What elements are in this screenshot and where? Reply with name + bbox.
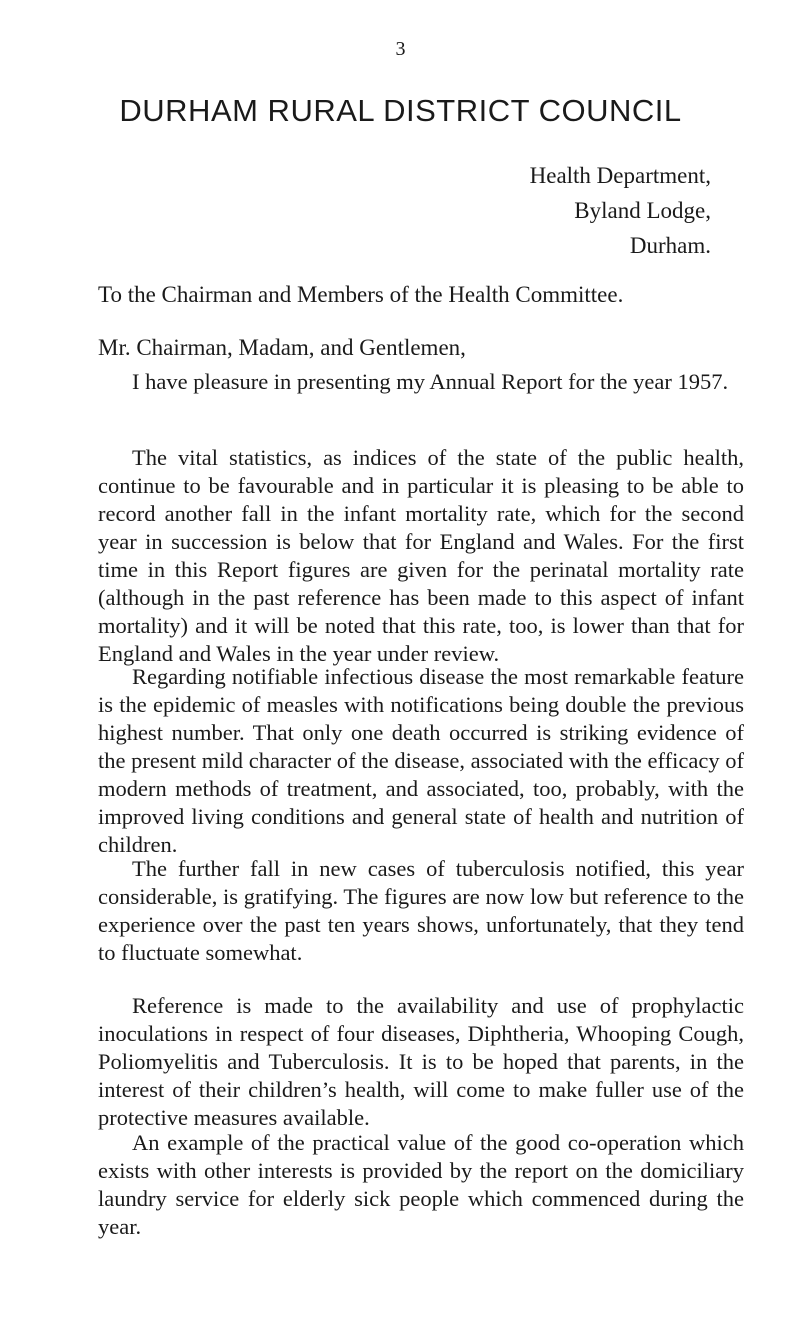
salutation-line: Mr. Chairman, Madam, and Gentlemen, (98, 335, 466, 360)
address-line-building: Byland Lodge, (574, 198, 711, 223)
paragraph-tuberculosis: The further fall in new cases of tuberculosis notified, this year considerable, is gratifying. The figures are now low but reference to the experience over the past ten years shows, unfortunately, that they tend to fluctuate somewhat. (98, 856, 744, 965)
paragraph-infectious-disease: Regarding notifiable infectious disease the most remarkable feature is the epidemic of measles with notifications being double the previous highest number. That only one death occurred is striking evidence of the present mild character of the disease, associated with the efficacy of modern methods of treatment, and associated, too, probably, with the improved living conditions and general state of health and nutrition of children. (98, 664, 744, 857)
paragraph-introduction: I have pleasure in presenting my Annual Report for the year 1957. (132, 369, 729, 394)
return-address (530, 158, 711, 263)
addressee-line: To the Chairman and Members of the Health Committee. (98, 282, 624, 307)
address-line-department: Health Department, (529, 163, 711, 188)
paragraph-laundry-service: An example of the practical value of the good co-operation which exists with other interests is provided by the report on the domiciliary laundry service for elderly sick people which commenced during the year. (98, 1130, 744, 1239)
council-title: DURHAM RURAL DISTRICT COUNCIL (119, 93, 682, 128)
paragraph-vital-statistics: The vital statistics, as indices of the state of the public health, continue to be favourable and in particular it is pleasing to be able to record another fall in the infant mortality rate, which for the second year in succession is below that for England and Wales. For the first time in this Report figures are given for the perinatal mortality rate (although in the past reference has been made to this aspect of infant mortality) and it will be noted that this rate, too, is lower than that for England and Wales in the year under review. (98, 445, 744, 666)
page-number: 3 (395, 38, 406, 60)
paragraph-inoculations: Reference is made to the availability and use of prophylactic inoculations in respect of four diseases, Diphtheria, Whooping Cough, Poliomyelitis and Tuberculosis. It is to be hoped that parents, in the interest of their children’s health, will come to make fuller use of the protective measures available. (98, 993, 744, 1130)
address-line-town: Durham. (629, 233, 711, 258)
